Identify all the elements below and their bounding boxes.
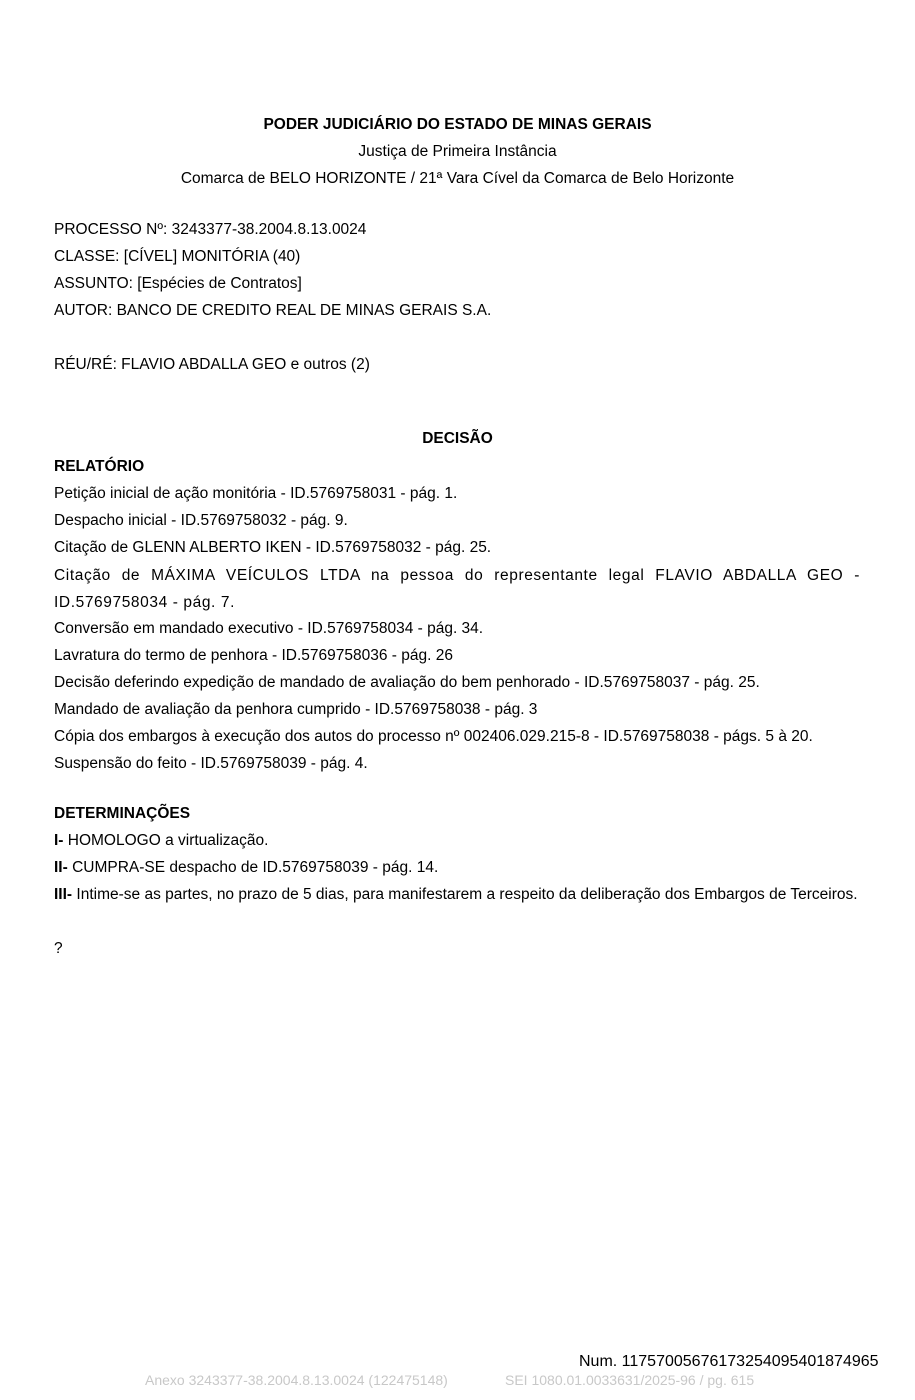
annex-watermark: Anexo 3243377-38.2004.8.13.0024 (122475148) [145,1372,448,1388]
court-instance: Justiça de Primeira Instância [358,143,557,160]
report-item: Citação de MÁXIMA VEÍCULOS LTDA na pessoa do representante legal FLAVIO ABDALLA GEO - ID.5769758034 - pág. 7. [54,567,860,611]
determinations-heading: DETERMINAÇÕES [54,805,191,822]
report-item: Cópia dos embargos à execução dos autos do processo nº 002406.029.215-8 - ID.5769758038 - págs. 5 à 20. [54,728,813,745]
report-item: Mandado de avaliação da penhora cumprido - ID.5769758038 - pág. 3 [54,701,538,718]
report-item: Lavratura do termo de penhora - ID.5769758036 - pág. 26 [54,647,453,664]
court-comarca: Comarca de BELO HORIZONTE / 21ª Vara Cível da Comarca de Belo Horizonte [180,170,735,187]
case-autor: AUTOR: BANCO DE CREDITO REAL DE MINAS GERAIS S.A. [54,302,492,319]
determination-item [54,859,438,877]
decision-title: DECISÃO [422,430,493,447]
determination-text: CUMPRA-SE despacho de ID.5769758039 - pág. 14. [67,859,439,876]
report-item: Despacho inicial - ID.5769758032 - pág. 9. [54,512,348,529]
determination-text: HOMOLOGO a virtualização. [63,832,269,849]
case-reu: RÉU/RÉ: FLAVIO ABDALLA GEO e outros (2) [54,356,370,373]
court-name: PODER JUDICIÁRIO DO ESTADO DE MINAS GERAIS [263,116,652,133]
report-heading: RELATÓRIO [54,458,145,475]
determination-label: II- [54,859,68,876]
report-item: Conversão em mandado executivo - ID.5769758034 - pág. 34. [54,620,484,637]
determination-label: III- [54,886,73,903]
determination-item [54,881,860,908]
case-processo: PROCESSO Nº: 3243377-38.2004.8.13.0024 [54,221,367,238]
determination-label: I- [54,832,64,849]
trailing-mark: ? [54,940,63,957]
document-number: Num. 117570056761732540954018749​65 [579,1353,879,1370]
case-classe: CLASSE: [CÍVEL] MONITÓRIA (40) [54,248,301,265]
report-item: Suspensão do feito - ID.5769758039 - pág. 4. [54,755,368,772]
report-item: Decisão deferindo expedição de mandado de avaliação do bem penhorado - ID.5769758037 - pág. 25. [54,674,760,691]
sei-watermark: SEI 1080.01.0033631/2025-96 / pg. 615 [505,1372,755,1388]
case-assunto: ASSUNTO: [Espécies de Contratos] [54,275,302,292]
report-item: Citação de GLENN ALBERTO IKEN - ID.5769758032 - pág. 25. [54,539,492,556]
determination-item [54,832,268,850]
report-item: Petição inicial de ação monitória - ID.5769758031 - pág. 1. [54,485,458,502]
determination-text: Intime-se as partes, no prazo de 5 dias, para manifestarem a respeito da deliberação dos Embargos de Terceiros. [72,886,858,903]
